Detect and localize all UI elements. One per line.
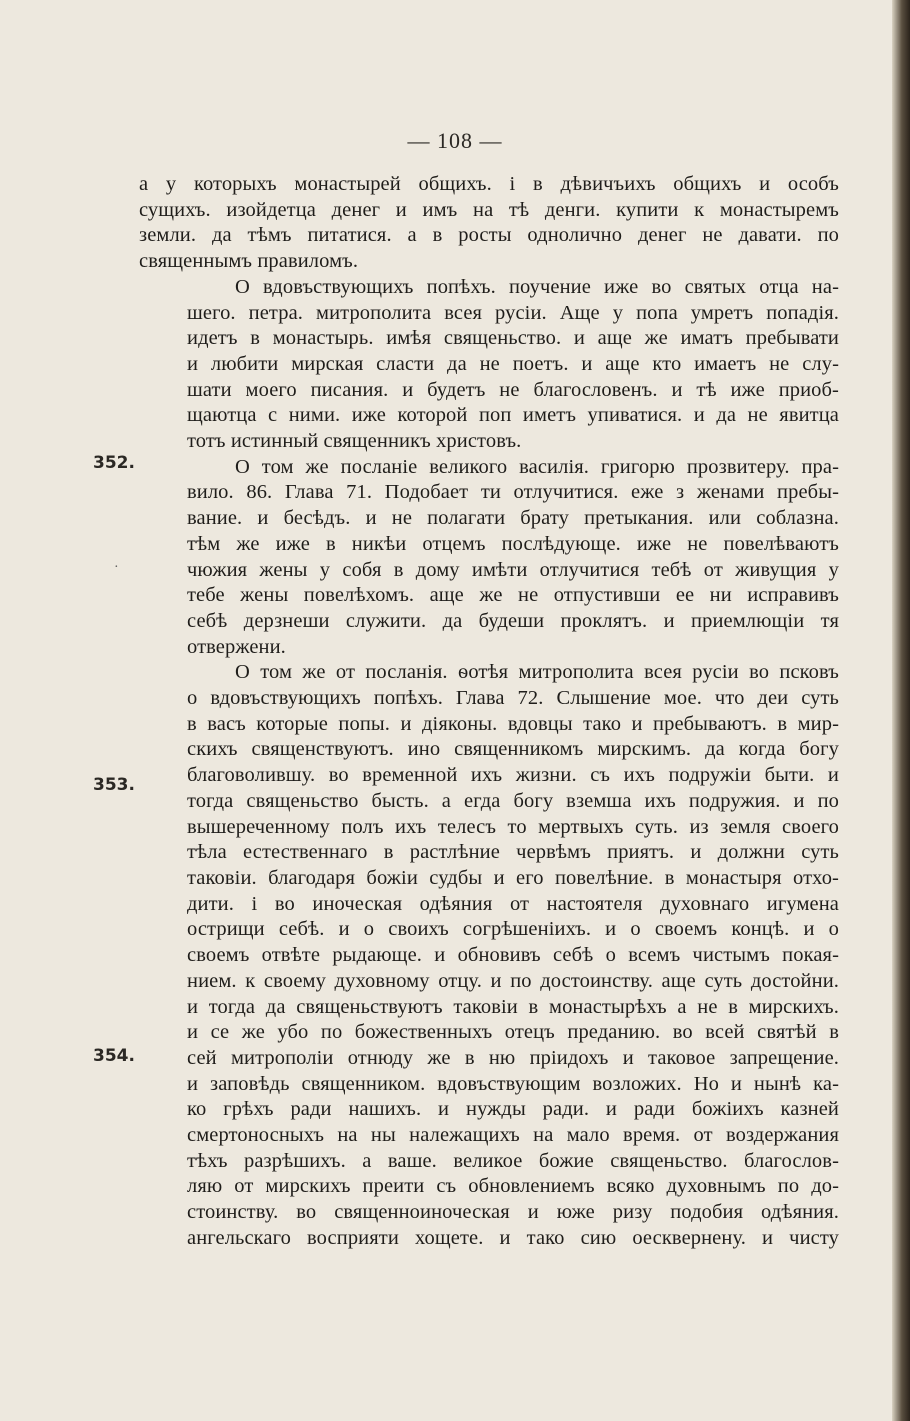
text-line: дити. і во иноческая одѣяния от настоятеля духовнаго игумена	[187, 892, 839, 915]
text-line: священнымъ правиломъ.	[139, 250, 359, 273]
text-line: сей митрополіи отнюду же в ню пріидохъ и таковое запрещение.	[187, 1046, 839, 1069]
text-line: тотъ истинный священникъ христовъ.	[187, 430, 522, 453]
paragraph-3	[139, 455, 839, 661]
text-line: тѣхъ разрѣшихъ. а ваше. великое божие священьство. благослов-	[187, 1149, 839, 1172]
text-line: тогда священьство бысть. а егда богу вземша ихъ подружия. и по	[187, 789, 839, 812]
text-line: вышереченному полъ ихъ телесъ то мертвыхъ суть. из земля своего	[187, 815, 839, 838]
margin-number-352: 352.	[93, 453, 135, 473]
paragraph-1	[139, 172, 839, 275]
text-line: шати моего писания. и будетъ не благословенъ. и тѣ иже приоб-	[187, 378, 839, 401]
text-line: в васъ которые попы. и діяконы. вдовцы тако и пребываютъ. в мир-	[187, 712, 839, 735]
text-line: скихъ священствуютъ. ино священникомъ мирскимъ. да когда богу	[187, 738, 839, 761]
text-line: идетъ в монастырь. имѣя священьство. и аще же иматъ пребывати	[187, 327, 839, 350]
text-line: тѣм же иже в никѣи отцемъ послѣдующе. иже не повелѣваютъ	[187, 532, 839, 555]
text-line: стоинству. во священноиноческая и юже ризу подобия одѣяния.	[187, 1201, 839, 1224]
text-line: нием. к своему духовному отцу. и по достоинству. аще суть достойни.	[187, 969, 839, 992]
text-line: шего. петра. митрополита всея русіи. Аще у попа умретъ попадія.	[187, 301, 839, 324]
text-line: тѣла естественнаго в растлѣние червѣмъ приятъ. и должни суть	[187, 841, 839, 864]
text-line: таковіи. благодаря божіи судбы и его повелѣние. в монастыря отхо-	[187, 866, 839, 889]
page-number: — 108 —	[407, 128, 503, 153]
text-line: своемъ отвѣте рыдающе. и обновивъ себѣ о всемъ чистымъ покая-	[187, 944, 839, 967]
text-line: ангельскаго восприяти хощете. и тако сию оесквернену. и чисту	[187, 1226, 839, 1249]
text-line: и се же убо по божественныхъ отецъ преданию. во всей святѣй в	[187, 1021, 839, 1044]
text-line: О том же посланіе великого василія. григорю прозвитеру. пра-	[235, 455, 839, 478]
text-line: вило. 86. Глава 71. Подобает ти отлучитися. еже з женами пребы-	[187, 481, 839, 504]
page-edge-shadow	[892, 0, 910, 1421]
text-line: а у которыхъ монастырей общихъ. і в дѣвичъихъ общихъ и особъ	[139, 173, 839, 195]
text-line: О том же от посланія. ѳотѣя митрополита всея русіи во псковъ	[235, 661, 839, 684]
margin-number-353: 353.	[93, 775, 135, 795]
paragraph-4	[139, 660, 839, 1251]
text-line: острищи себѣ. и о своихъ согрѣшеніихъ. и о своемъ концѣ. и о	[187, 918, 839, 941]
body-text	[139, 172, 839, 1252]
margin-dot-mark: ·	[114, 560, 119, 575]
text-line: благоволившу. во временной ихъ жизни. съ ихъ подружіи быти. и	[187, 764, 839, 787]
text-line: и заповѣдь священником. вдовъствующим возложих. Но и нынѣ ка-	[187, 1072, 839, 1095]
text-line: О вдовъствующихъ попѣхъ. поучение иже во святых отца на-	[235, 275, 839, 298]
text-line: земли. да тѣмъ питатися. а в росты однолично денег не давати. по	[139, 224, 839, 247]
text-line: сущихъ. изойдетца денег и имъ на тѣ денги. купити к монастыремъ	[139, 198, 839, 221]
text-line: щаютца с ними. иже которой поп иметъ упиватися. и да не явитца	[187, 404, 839, 427]
text-line: отвержени.	[187, 635, 286, 658]
text-line: тебе жены повелѣхомъ. аще же не отпустивши ее ни исправивъ	[187, 584, 839, 607]
text-line: о вдовъствующихъ попѣхъ. Глава 72. Слышение мое. что деи суть	[187, 687, 839, 710]
text-line: себѣ дерзнеши служити. да будеши проклятъ. и приемлющіи тя	[187, 609, 839, 632]
margin-number-354: 354.	[93, 1046, 135, 1066]
text-line: смертоносныхъ на ны належащихъ на мало время. от воздержания	[187, 1124, 839, 1147]
text-line: вание. и бесѣдъ. и не полагати брату претыкания. или соблазна.	[187, 507, 839, 530]
text-line: чюжия жены у собя в дому имѣти отлучитися тебѣ от живущия у	[187, 558, 839, 581]
text-line: и любити мирская сласти да не поетъ. и аще кто имаетъ не слу-	[187, 352, 839, 375]
text-line: и тогда да священьствуютъ таковіи в монастырѣхъ а не в мирскихъ.	[187, 995, 839, 1018]
text-line: ко грѣхъ ради нашихъ. и нужды ради. и ради божіихъ казней	[187, 1098, 839, 1121]
paragraph-2	[139, 275, 839, 455]
text-line: ляю от мирскихъ преити съ обновлениемъ всяко духовнымъ по до-	[187, 1175, 839, 1198]
